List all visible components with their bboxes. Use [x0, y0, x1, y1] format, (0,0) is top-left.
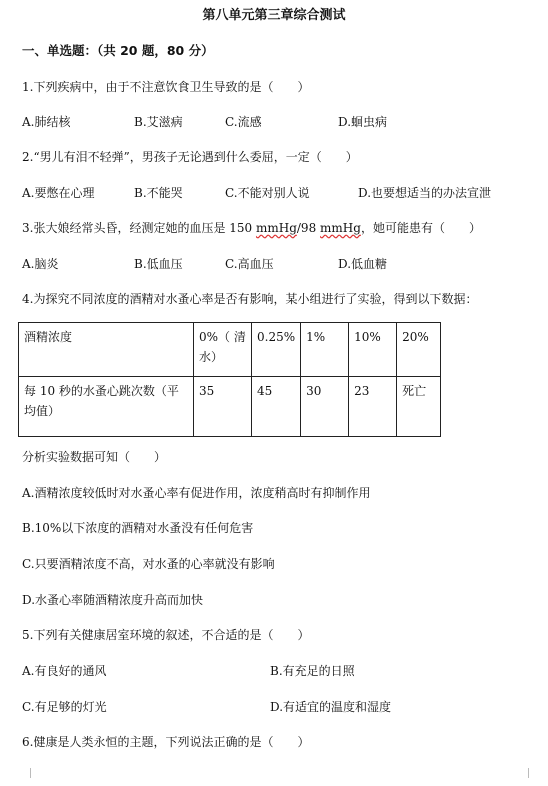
q4-option-b: B.10%以下浓度的酒精对水蚤没有任何危害	[22, 521, 254, 535]
table-cell: 10%	[349, 323, 397, 377]
table-cell: 20%	[397, 323, 441, 377]
table-row	[19, 323, 441, 377]
q1-option-d: D.蛔虫病	[338, 115, 388, 129]
page-corner-mark	[528, 768, 539, 778]
q5-option-c: C.有足够的灯光	[22, 700, 107, 714]
q2-option-d: D.也要想适当的办法宣泄	[358, 186, 492, 200]
q5-option-d: D.有适宜的温度和湿度	[270, 700, 392, 714]
question-6: 6.健康是人类永恒的主题，下列说法正确的是（ ）	[22, 735, 310, 749]
q4-option-a: A.酒精浓度较低时对水蚤心率有促进作用，浓度稍高时有抑制作用	[22, 486, 371, 500]
q3-unit-1: mmHg	[255, 221, 297, 235]
table-cell: 30	[301, 377, 349, 437]
question-3	[22, 219, 481, 236]
q2-option-c: C.不能对别人说	[225, 186, 310, 200]
q3-option-a: A.脑炎	[22, 257, 59, 271]
question-5: 5.下列有关健康居室环境的叙述，不合适的是（ ）	[22, 628, 310, 642]
table-cell: 死亡	[397, 377, 441, 437]
q3-text-c: ，她可能患有（ ）	[360, 221, 481, 235]
question-1: 1.下列疾病中，由于不注意饮食卫生导致的是（ ）	[22, 80, 310, 94]
q2-option-a: A.要憋在心理	[22, 186, 95, 200]
question-2: 2.“男儿有泪不轻弹”，男孩子无论遇到什么委屈，一定（ ）	[22, 150, 358, 164]
table-row	[19, 377, 441, 437]
q3-unit-2: mmHg	[320, 221, 361, 235]
q3-text-b: /98	[296, 221, 321, 235]
table-header-cell: 酒精浓度	[19, 323, 194, 377]
q1-option-b: B.艾滋病	[134, 115, 183, 129]
table-cell: 35	[194, 377, 252, 437]
data-table	[18, 322, 441, 437]
table-cell: 1%	[301, 323, 349, 377]
question-4-stem: 分析实验数据可知（ ）	[22, 450, 167, 464]
q1-option-a: A.肺结核	[22, 115, 71, 129]
q5-option-b: B.有充足的日照	[270, 664, 355, 678]
q3-option-d: D.低血糖	[338, 257, 388, 271]
table-cell: 45	[252, 377, 301, 437]
q3-text-a: 3.张大娘经常头昏，经测定她的血压是 150	[22, 221, 256, 235]
q5-option-a: A.有良好的通风	[22, 664, 107, 678]
q3-option-b: B.低血压	[134, 257, 183, 271]
page-title: 第八单元第三章综合测试	[202, 8, 346, 23]
q1-option-c: C.流感	[225, 115, 262, 129]
table-cell: 0.25%	[252, 323, 301, 377]
page-corner-mark	[20, 768, 31, 778]
question-4: 4.为探究不同浓度的酒精对水蚤心率是否有影响，某小组进行了实验，得到以下数据：	[22, 292, 478, 306]
q4-option-c: C.只要酒精浓度不高，对水蚤的心率就没有影响	[22, 557, 275, 571]
q4-option-d: D.水蚤心率随酒精浓度升高而加快	[22, 593, 204, 607]
table-header-cell: 每 10 秒的水蚤心跳次数（平均值）	[19, 377, 194, 437]
table-cell: 0%（ 清水）	[194, 323, 252, 377]
section-heading: 一、单选题：（共 20 题，80 分）	[22, 43, 214, 58]
table-cell: 23	[349, 377, 397, 437]
q2-option-b: B.不能哭	[134, 186, 183, 200]
q3-option-c: C.高血压	[225, 257, 274, 271]
